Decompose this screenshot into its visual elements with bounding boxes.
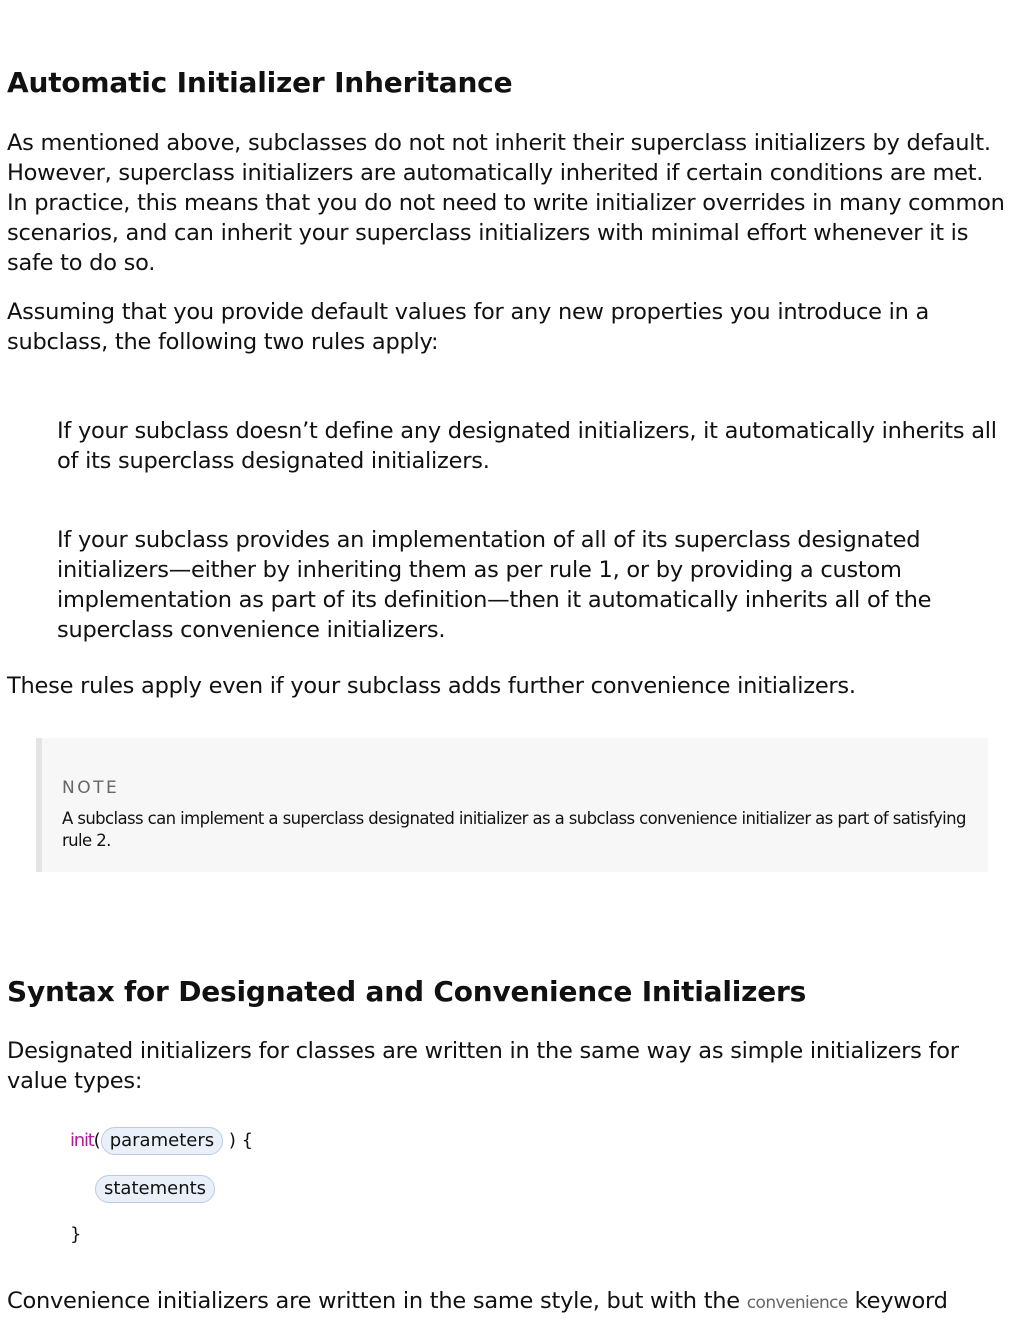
paragraph-inheritance-intro: As mentioned above, subclasses do not not inherit their superclass initializers by default. However, superclass initializers are automatically inherited if certain conditions are met. In practice, this means that you do not need to write initializer overrides in many common scenarios, and can inherit your superclass initializers with minimal effort whenever it is safe to do so.	[7, 130, 1005, 276]
rule-2: If your subclass provides an implementation of all of its superclass designated initializers—either by inheriting them as per rule 1, or by providing a custom implementation as part of its definition—then it automatically inherits all of the superclass convenience initializers.	[57, 527, 932, 643]
code-line-closing-brace: }	[70, 1224, 82, 1245]
note-title: NOTE	[62, 778, 120, 798]
code-keyword-init: init	[70, 1130, 94, 1151]
code-close-paren-brace: ) {	[228, 1130, 254, 1151]
paragraph-rules-intro: Assuming that you provide default values for any new properties you introduce in a subclass, the following two rules apply:	[7, 299, 930, 355]
code-placeholder-statements: statements	[95, 1175, 215, 1203]
paragraph-designated-syntax: Designated initializers for classes are written in the same way as simple initializers for value types:	[7, 1038, 959, 1094]
paragraph-convenience-text-before: Convenience initializers are written in the same style, but with the	[7, 1288, 740, 1314]
paragraph-convenience-syntax	[7, 1286, 948, 1318]
paragraph-convenience-text-after: keyword	[854, 1288, 948, 1314]
inline-code-convenience: convenience	[746, 1293, 848, 1313]
code-line-init	[70, 1127, 253, 1155]
code-placeholder-parameters: parameters	[101, 1127, 223, 1155]
section-heading-syntax: Syntax for Designated and Convenience Initializers	[7, 975, 807, 1008]
paragraph-rules-apply: These rules apply even if your subclass adds further convenience initializers.	[7, 673, 856, 699]
code-line-statements	[95, 1175, 215, 1203]
note-box	[36, 738, 988, 872]
code-open-paren: (	[93, 1130, 101, 1151]
note-body: A subclass can implement a superclass designated initializer as a subclass convenience initializer as part of satisfying rule 2.	[62, 809, 966, 850]
rule-1: If your subclass doesn’t define any designated initializers, it automatically inherits all of its superclass designated initializers.	[57, 418, 997, 474]
section-heading-automatic-initializer-inheritance: Automatic Initializer Inheritance	[7, 66, 513, 99]
